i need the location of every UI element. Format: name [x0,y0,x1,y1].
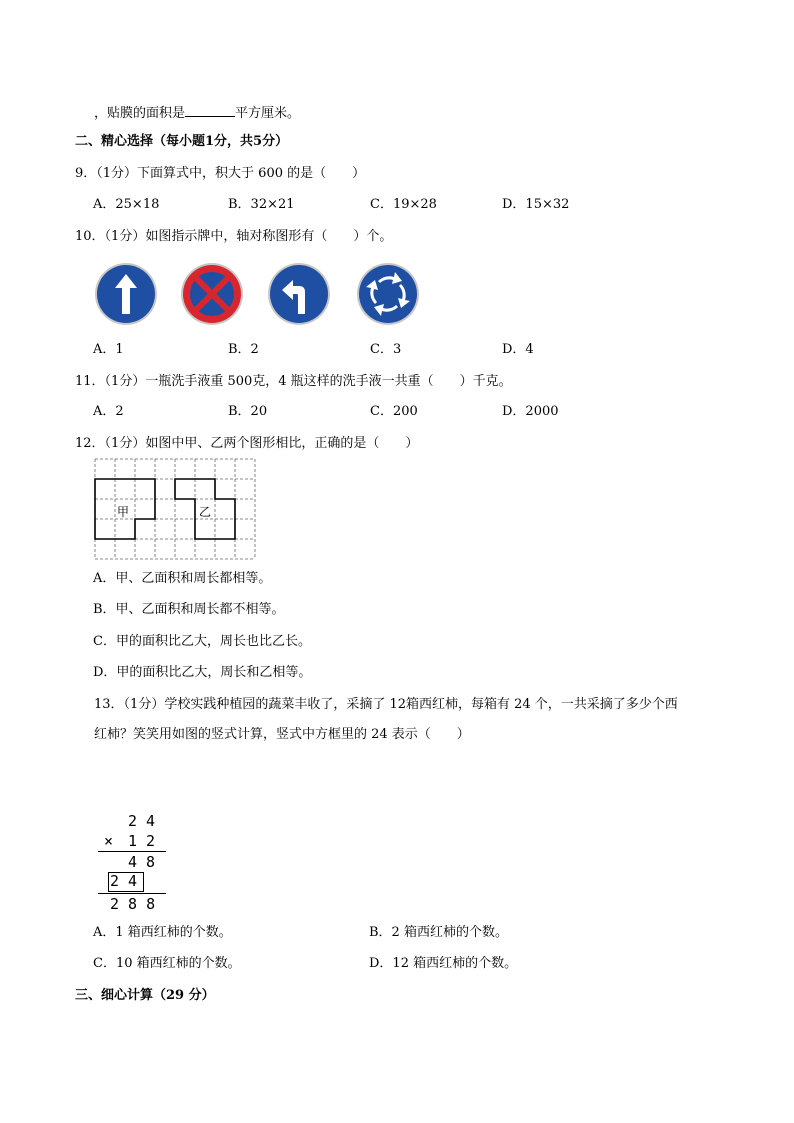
calc-result: 2 8 8 [110,895,156,913]
calc-multiplicand: 2 4 [128,812,156,830]
q10-option-c[interactable]: C．3 [370,342,402,357]
calc-partial-product-2: 2 4 [110,872,138,890]
q9-option-a[interactable]: A．25×18 [93,197,160,212]
vertical-multiplication [94,812,174,916]
calc-partial-product-1: 4 8 [128,853,156,871]
q11-option-d[interactable]: D．2000 [502,404,559,419]
calc-times-sign: × [104,832,114,850]
q9-stem: 9．（1分）下面算式中，积大于 600 的是（ ） [75,166,366,181]
calc-line-2 [98,893,166,894]
q9-option-c[interactable]: C．19×28 [370,197,437,212]
q10-stem: 10．（1分）如图指示牌中，轴对称图形有（ ）个。 [75,229,393,244]
q8-tail-prefix: ，贴膜的面积是 [94,106,186,121]
q12-option-c[interactable]: C．甲的面积比乙大，周长也比乙长。 [93,634,311,649]
label-yi: 乙 [199,505,212,519]
q10-option-d[interactable]: D．4 [502,342,534,357]
q13-option-d[interactable]: D．12 箱西红柿的个数。 [369,956,518,971]
q9-option-b[interactable]: B．32×21 [228,197,295,212]
left-turn-sign-icon [267,262,331,326]
straight-arrow-sign-icon [94,262,158,326]
no-parking-sign-icon [180,262,244,326]
q11-option-a[interactable]: A．2 [93,404,124,419]
q13-stem-line1: 13．（1分）学校实践种植园的蔬菜丰收了，采摘了 12箱西红柿，每箱有 24 个，一共采摘了多少个西 [94,697,678,712]
q13-option-a[interactable]: A．1 箱西红柿的个数。 [93,925,232,940]
answer-blank[interactable] [185,104,235,117]
q9-option-d[interactable]: D．15×32 [502,197,570,212]
roundabout-sign-icon [356,262,420,326]
q12-stem: 12．（1分）如图中甲、乙两个图形相比，正确的是（ ） [75,436,419,451]
q13-option-c[interactable]: C．10 箱西红柿的个数。 [93,956,241,971]
section-2-title: 二、精心选择（每小题1分，共5分） [75,134,289,149]
calc-line-1 [98,851,166,852]
q12-option-a[interactable]: A．甲、乙面积和周长都相等。 [93,571,272,586]
q11-option-b[interactable]: B．20 [228,404,268,419]
q12-option-d[interactable]: D．甲的面积比乙大，周长和乙相等。 [93,665,312,680]
q8-tail-suffix: 平方厘米。 [235,106,301,121]
q13-option-b[interactable]: B．2 箱西红柿的个数。 [369,925,508,940]
q10-option-a[interactable]: A．1 [93,342,124,357]
q11-option-c[interactable]: C．200 [370,404,418,419]
q8-tail-line [94,104,300,122]
q12-option-b[interactable]: B．甲、乙面积和周长都不相等。 [93,602,285,617]
q10-option-b[interactable]: B．2 [228,342,259,357]
q13-stem-line2: 红柿？笑笑用如图的竖式计算，竖式中方框里的 24 表示（ ） [94,727,470,742]
section-3-title: 三、细心计算（29 分） [75,988,215,1003]
q11-stem: 11．（1分）一瓶洗手液重 500克，4 瓶这样的洗手液一共重（ ）千克。 [75,374,512,389]
calc-multiplier: 1 2 [128,832,156,850]
label-jia: 甲 [117,505,130,519]
